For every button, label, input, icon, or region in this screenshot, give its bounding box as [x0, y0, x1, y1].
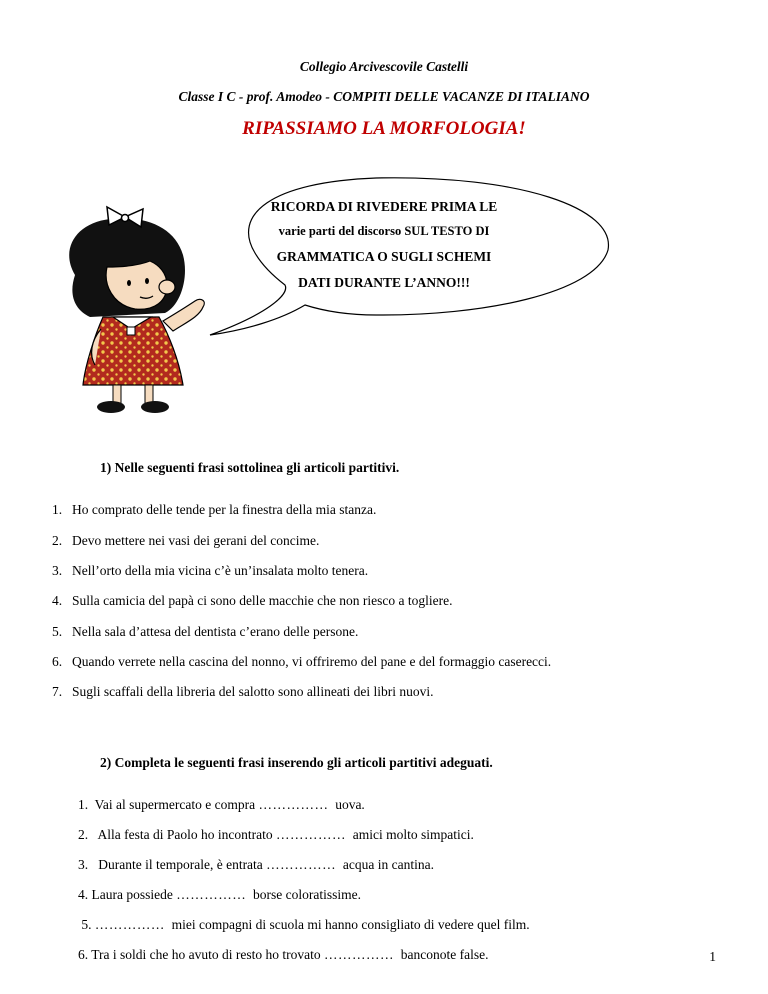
girl-illustration — [55, 205, 220, 420]
exercise-1-heading: 1) Nelle seguenti frasi sottolinea gli articoli partitivi. — [100, 460, 400, 475]
item-text-after: uova. — [328, 797, 365, 812]
item-number: 1. — [52, 502, 63, 517]
item-number: 4. — [52, 593, 63, 608]
exercise-1-item — [52, 502, 376, 518]
exercise-1-item — [52, 533, 319, 549]
item-text: Quando verrete nella cascina del nonno, vi offriremo del pane e del formaggio caserecci. — [72, 654, 552, 669]
blank-field[interactable]: …………… — [275, 827, 346, 842]
item-text: Nella sala d’attesa del dentista c’erano delle persone. — [72, 624, 359, 639]
item-text-before: 6. Tra i soldi che ho avuto di resto ho trovato — [78, 947, 324, 962]
item-text: Ho comprato delle tende per la finestra della mia stanza. — [72, 502, 377, 517]
exercise-1-item — [52, 563, 368, 579]
bubble-line-2: varie parti del discorso SUL TESTO DI — [278, 224, 490, 238]
blank-field[interactable]: …………… — [266, 857, 337, 872]
exercise-2-item — [78, 947, 488, 963]
item-number: 6. — [52, 654, 63, 669]
exercise-2-item — [78, 827, 474, 843]
exercise-2-heading: 2) Completa le seguenti frasi inserendo gli articoli partitivi adeguati. — [100, 755, 493, 770]
blank-field[interactable]: …………… — [94, 917, 165, 932]
exercise-1-item — [52, 624, 358, 640]
item-text: Devo mettere nei vasi dei gerani del concime. — [72, 533, 320, 548]
bubble-line-1: RICORDA DI RIVEDERE PRIMA LE — [270, 199, 498, 214]
item-text: Sulla camicia del papà ci sono delle macchie che non riesco a togliere. — [72, 593, 453, 608]
item-text-after: borse coloratissime. — [246, 887, 361, 902]
item-text-before: 4. Laura possiede — [78, 887, 177, 902]
exercise-2-item — [78, 857, 434, 873]
bubble-line-3: GRAMMATICA O SUGLI SCHEMI — [276, 249, 492, 264]
class-line: Classe I C - prof. Amodeo - COMPITI DELLE VACANZE DI ITALIANO — [178, 89, 590, 104]
item-number: 7. — [52, 684, 63, 699]
school-name: Collegio Arcivescovile Castelli — [299, 59, 469, 74]
exercise-1-item — [52, 684, 434, 700]
item-text-after: banconote false. — [393, 947, 489, 962]
item-number: 3. — [52, 563, 63, 578]
item-text: Nell’orto della mia vicina c’è un’insalata molto tenera. — [72, 563, 369, 578]
exercise-2-item — [78, 797, 365, 813]
blank-field[interactable]: …………… — [176, 887, 247, 902]
item-text-after: miei compagni di scuola mi hanno consigliato di vedere quel film. — [164, 917, 530, 932]
exercise-2-item — [78, 917, 530, 933]
blank-field[interactable]: …………… — [323, 947, 394, 962]
item-text: Sugli scaffali della libreria del salotto sono allineati dei libri nuovi. — [72, 684, 434, 699]
page-number: 1 — [709, 949, 716, 964]
blank-field[interactable]: …………… — [258, 797, 329, 812]
item-text-before: 2. Alla festa di Paolo ho incontrato — [78, 827, 276, 842]
exercise-2-item — [78, 887, 361, 903]
exercise-1-item — [52, 593, 452, 609]
item-number: 5. — [52, 624, 63, 639]
item-text-after: amici molto simpatici. — [345, 827, 474, 842]
item-text-before: 3. Durante il temporale, è entrata — [78, 857, 267, 872]
item-text-after: acqua in cantina. — [336, 857, 435, 872]
item-text-before: 1. Vai al supermercato e compra — [78, 797, 259, 812]
item-number: 2. — [52, 533, 63, 548]
page-title: RIPASSIAMO LA MORFOLOGIA! — [242, 118, 526, 139]
item-text-before: 5. — [78, 917, 95, 932]
bubble-line-4: DATI DURANTE L’ANNO!!! — [298, 275, 470, 290]
exercise-1-item — [52, 654, 551, 670]
